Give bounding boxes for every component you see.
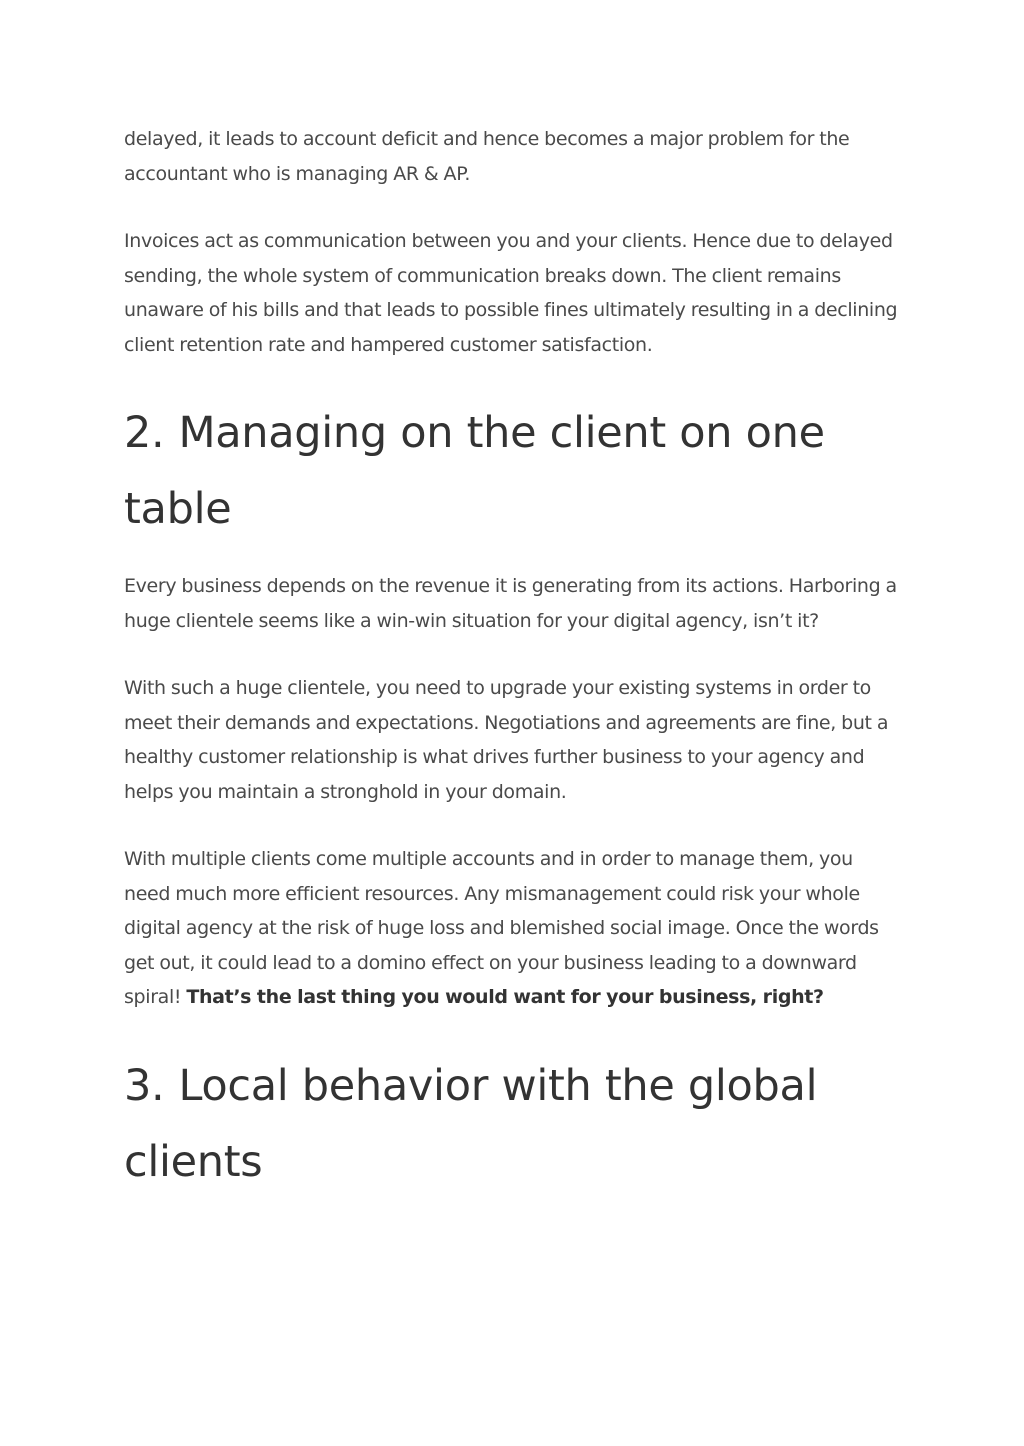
section-number: 2. bbox=[124, 408, 165, 458]
emphasis-text: That’s the last thing you would want for your business, right? bbox=[186, 986, 824, 1008]
section-heading-3 bbox=[124, 1048, 904, 1200]
section-heading-2 bbox=[124, 395, 904, 547]
document-page bbox=[124, 122, 904, 1222]
paragraph-clientele: With such a huge clientele, you need to upgrade your existing systems in order to meet their demands and expectations. Negotiations and agreements are fine, but a healthy customer relationship is what drives further business to your agency and helps you maintain a stronghold in your domain. bbox=[124, 677, 889, 803]
paragraph-invoice-delay: delayed, it leads to account deficit and hence becomes a major problem for the accountant who is managing AR & AP. bbox=[124, 128, 850, 185]
section-title: Local behavior with the global clients bbox=[124, 1060, 818, 1187]
paragraph-revenue: Every business depends on the revenue it is generating from its actions. Harboring a huge clientele seems like a win-win situation for your digital agency, isn’t it? bbox=[124, 575, 897, 632]
paragraph-multiple-clients bbox=[124, 842, 904, 1015]
section-number: 3. bbox=[124, 1060, 165, 1111]
paragraph-text: With multiple clients come multiple accounts and in order to manage them, you need much more efficient resources. Any mismanagement could risk your whole digital agency at the risk of huge loss and blemished social image. Once the words get out, it could lead to a domino effect on your business leading to a downward spiral! bbox=[124, 848, 879, 1008]
paragraph-invoice-communication: Invoices act as communication between you and your clients. Hence due to delayed sending, the whole system of communication breaks down. The client remains unaware of his bills and that leads to possible fines ultimately resulting in a declining client retention rate and hampered customer satisfaction. bbox=[124, 230, 898, 356]
section-title: Managing on the client on one table bbox=[124, 408, 825, 534]
